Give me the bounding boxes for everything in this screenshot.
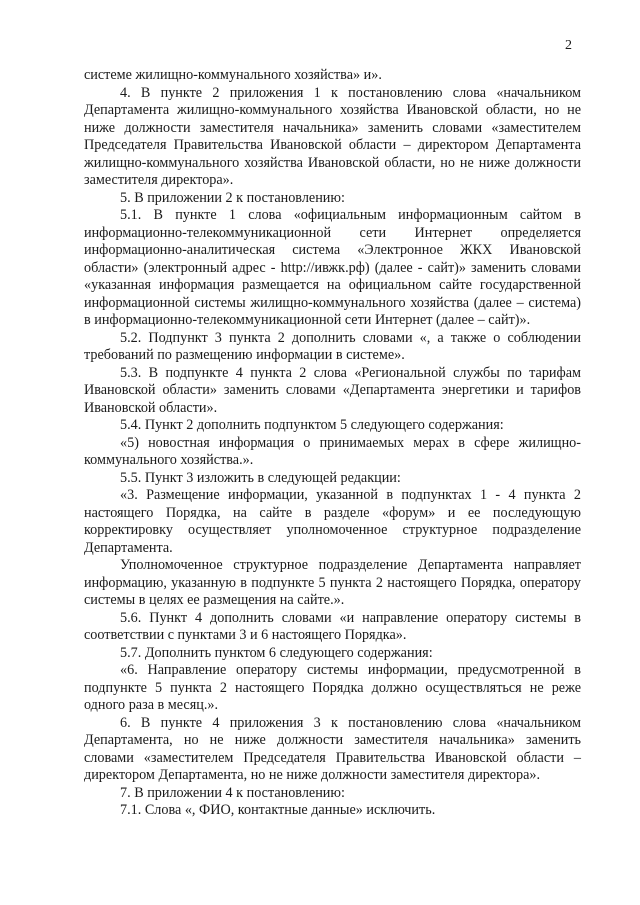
paragraph: «5) новостная информация о принимаемых мерах в сфере жилищно-коммунального хозяйства.». (84, 434, 581, 468)
paragraph: «3. Размещение информации, указанной в подпунктах 1 - 4 пункта 2 настоящего Порядка, на сайте в разделе «форум» и ее последующую корректировку осуществляет уполномоченное структурное подразделение Департамента. (84, 487, 581, 556)
paragraph: Уполномоченное структурное подразделение Департамента направляет информацию, указанную в подпункте 5 пункта 2 настоящего Порядка, оператору системы в целях ее размещения на сайте.». (84, 557, 581, 608)
paragraph: 5.3. В подпункте 4 пункта 2 слова «Региональной службы по тарифам Ивановской области» заменить словами «Департамента энергетики и тарифов Ивановской области». (84, 364, 581, 416)
paragraph: 5.7. Дополнить пунктом 6 следующего содержания: (120, 644, 433, 661)
paragraph: системе жилищно-коммунального хозяйства» и». (84, 67, 382, 83)
paragraph: 5.1. В пункте 1 слова «официальным информационным сайтом в информационно-телекоммуникационной сети Интернет определяется информационно-аналитическая система «Электронное ЖКХ Ивановской области» (электронный адрес - http://ивжк.рф) (далее - сайт)» заменить словами «указанная информация размещается на официальном сайте государственной информационной системы жилищно-коммунального хозяйства (далее – система) в информационно-телекоммуникационной сети Интернет (далее – сайт)». (84, 207, 581, 328)
paragraph: 7. В приложении 4 к постановлению: (120, 784, 345, 801)
paragraph: 5.5. Пункт 3 изложить в следующей редакции: (120, 469, 401, 486)
page-number: 2 (565, 38, 572, 53)
paragraph: 4. В пункте 2 приложения 1 к постановлению слова «начальником Департамента жилищно-коммунального хозяйства Ивановской области, но не ниже должности заместителя начальника» заменить словами «заместителем Председателя Правительства Ивановской области – директором Департамента жилищно-коммунального хозяйства Ивановской области, но не ниже должности заместителя директора». (84, 84, 581, 188)
paragraph: 6. В пункте 4 приложения 3 к постановлению слова «начальником Департамента, но не ниже должности заместителя начальника» заменить словами «заместителем Председателя Правительства Ивановской области – директором Департамента, но не ниже должности заместителя директора». (84, 714, 581, 783)
paragraph: 5. В приложении 2 к постановлению: (120, 189, 345, 206)
paragraph: 5.4. Пункт 2 дополнить подпунктом 5 следующего содержания: (120, 417, 504, 433)
document-body (84, 67, 581, 820)
paragraph: «6. Направление оператору системы информации, предусмотренной в подпункте 5 пункта 2 настоящего Порядка должно осуществляться не реже одного раза в месяц.». (84, 662, 581, 713)
paragraph: 7.1. Слова «, ФИО, контактные данные» исключить. (120, 802, 436, 818)
paragraph: 5.6. Пункт 4 дополнить словами «и направление оператору системы в соответствии с пунктами 3 и 6 настоящего Порядка». (84, 609, 581, 643)
paragraph: 5.2. Подпункт 3 пункта 2 дополнить словами «, а также о соблюдении требований по размещению информации в системе». (84, 329, 581, 363)
